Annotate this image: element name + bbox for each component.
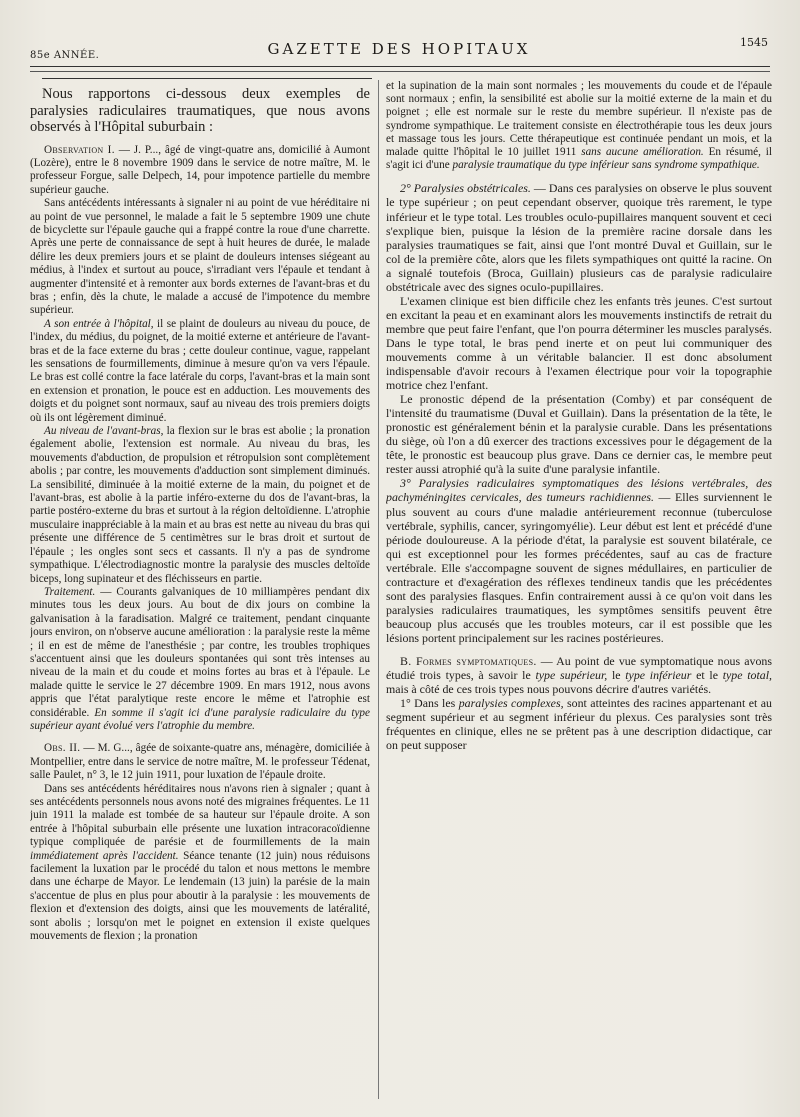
obs2-antecedents-text: Dans ses antécédents héréditaires nous n'avons rien à signaler ; quant à ses antécédents personnels nous avons noté des migraines fréquentes. Le 11 juin 1911 la malade est tombée de sa hauteur sur l'épaule droite. A son entrée à l'hôpital suburbain elle présente une luxation intracoracoïdienne typique compliquée de parésie et de fourmillements de la main <box>30 782 370 849</box>
obs1-paragraph <box>30 144 370 198</box>
obs1-text: — J. P..., âgé de vingt-quatre ans, domicilié à Aumont (Lozère), entre le 8 novembre 1909 dans le service de notre maître, M. le professeur Forgue, salle Delpech, 14, pour impotence partielle du membre supérieur gauche. <box>30 143 370 196</box>
complex-lead: 1° Dans les <box>400 696 456 711</box>
obs2-cont-tail: En résumé, il s'agit ici d'une <box>386 146 772 172</box>
obs2-antecedents <box>30 783 370 944</box>
forms-mid1: le <box>607 668 621 683</box>
obs2-antecedents-tail: Séance tenante (12 juin) nous réduisons facilement la luxation par le procédé du talon et nous mettons le membre dans une écharpe de Mayor. Le lendemain (13 juin) la parésie de la main s'accentue de plus en plus pour aboutir à la paralysie : les mouvements de flexion et d'extension des doigts, ainsi que les mouvements de latéralité, sont abolis ; lorsqu'on met le poignet en extension il existe quelques mouvements de flexion ; la pronation <box>30 849 370 943</box>
obs1-forearm <box>30 425 370 586</box>
symptomatic-text: — Elles surviennent le plus souvent au cours d'une maladie antérieurement reconnue (tuberculose vertébrale, syphilis, cancer, syringomyélie). Leur début est lent et précédé d'une période douloureuse. A la période d'état, la paralysie est souvent bilatérale, ce qui est exceptionnel pour les formes précédentes, sauf au cas de fracture vertébrale. Elle s'accompagne souvent de signes médullaires, en particulier de contracture et d'exagération des réflexes tendineux tandis que les précédentes sont des paralysies flasques. Enfin contrairement aussi à ce qu'on voit dans les paralysies radiculaires traumatiques, les symptômes sensitifs peuvent être beaucoup plus accusés que les troubles moteurs, car il est possible que les lésions portent principalement sur les racines postérieures. <box>386 490 772 645</box>
obstetric-section <box>386 181 772 293</box>
complex-text: sont atteintes des racines appartenant et au segment supérieur et au segment inférieur du plexus. Ces paralysies sont très fréquentes en clinique, elles ne se prêtent pas à une description didactique, car on peut supposer <box>386 696 772 753</box>
obs2-paragraph <box>30 742 370 782</box>
obs1-treatment-text: — Courants galvaniques de 10 milliampères pendant dix minutes tous les deux jours. Au bout de dix jours on combine la galvanisation à la faradisation. Malgré ce traitement, pendant cinquante jours environ, on n'observe aucune amélioration : la paralysie reste la même ; il en est de même de l'anesthésie ; par contre, les troubles trophiques s'accentuent ainsi que les douleurs spontanées qui sont très intenses au niveau de la main et du coude et moins fortes au bras et à l'épaule. Le malade quitte le service le 27 décembre 1909. En mars 1912, nous avons appris que l'état paralytique reste encore le même et l'atrophie est considérable. <box>30 585 370 719</box>
forms-type-superieur: type supérieur, <box>530 668 608 683</box>
obs1-entry-text: il se plaint de douleurs au niveau du pouce, de l'index, du médius, du poignet, de la moitié externe et antérieure de l'avant-bras et de la face externe du bras ; cette douleur continue, vague, rappelant les sensations de fourmillements, diminue à mesure qu'on va vers l'épaule. Le bras est collé contre la face latérale du corps, l'avant-bras et la main sont en extension et pronation, le pouce est en adduction. Les mouvements des doigts et du poignet sont normaux, sauf au niveau des trois premiers doigts où ils ont légèrement diminué. <box>30 317 370 424</box>
obs2-heading: Obs. II. <box>44 742 81 755</box>
obs2-cont-italic2: paralysie traumatique du type inférieur sans syndrome sympathique. <box>449 159 760 172</box>
obs1-treatment <box>30 586 370 733</box>
forms-text: — Au point de vue symptomatique nous avons étudié trois types, à savoir le <box>386 653 772 683</box>
obs2-text: — M. G..., âgée de soixante-quatre ans, ménagère, domiciliée à Montpellier, entre dans le service de notre maître, M. le professeur Tédenat, salle Paulet, n° 3, le 12 juin 1911, pour luxation de l'épaule droite. <box>30 742 370 782</box>
symptomatic-heading: 3° Paralysies radiculaires symptomatiques des lésions vertébrales, des pachyméningites cervicales, des tumeurs rachidiennes. <box>386 476 772 505</box>
right-column <box>386 80 772 1100</box>
obstetric-heading: 2° Paralysies obstétricales. <box>400 181 531 196</box>
forms-section <box>386 654 772 696</box>
obs2-cont-text: et la supination de la main sont normales ; les mouvements du coude et de l'épaule sont normaux ; enfin, la sensibilité est abolie sur la moitié externe de la main et du poignet ; elle est normale sur le reste du membre supérieur. Il n'existe pas de syndrome sympathique. Le traitement consiste en électrothérapie tous les deux jours et massage tous les jours. Cette thérapeutique est continuée pendant un mois, et la malade quitte l'hôpital le 10 juillet 1911 <box>386 80 772 159</box>
issue-label: 85e ANNÉE. <box>30 50 100 61</box>
obs1-forearm-lead: Au niveau de l'avant-bras, <box>44 425 164 438</box>
forms-heading: B. Formes symptomatiques. <box>400 653 537 668</box>
forms-mid2: et le <box>691 668 718 683</box>
forms-type-inferieur: type inférieur <box>620 668 692 683</box>
prognosis-paragraph: Le pronostic dépend de la présentation (Comby) et par conséquent de l'intensité du traumatisme (Duval et Guillain). Dans la présentation de la tête, le pronostic est généralement bénin et la paralysie curable. Dans les présentations du siège, où l'on a dû exercer des tractions excessives pour le dégagement de la tête, le pronostic est beaucoup plus grave. Dans ce dernier cas, le membre peut rester aussi atrophié qu'à la suite d'une paralysie infantile. <box>386 392 772 477</box>
obs1-entry <box>30 318 370 425</box>
obs1-antecedents: Sans antécédents intéressants à signaler ni au point de vue héréditaire ni au point de vue personnel, le malade a fait le 5 septembre 1909 une chute de bicyclette sur l'épaule gauche qui a frappé contre la roue d'une charrette. Après une perte de connaissance de sept à huit heures de durée, le malade délire les deux premiers jours et se plaint de douleurs intenses siégeant au médius, à l'index et surtout au pouce, s'irradiant vers l'épaule et tendant à augmenter d'intensité et à remonter aux bords externes de l'avant-bras et du bras ; enfin, dès la chute, le malade a accusé de l'impotence du membre supérieur. <box>30 197 370 317</box>
forms-type-total: type total, <box>717 668 772 683</box>
obstetric-text: — Dans ces paralysies on observe le plus souvent le type supérieur ; on peut cependant observer, quoique très rarement, le type inférieur et le type total. Les troubles oculo-pupillaires manquent souvent et ceci s'explique bien, puisque la lésion de la première racine dorsale dans les paralysies traumatiques se fait, ainsi que l'ont montré Duval et Guillain, sur le col de la première côte, alors que les filets sympathiques ont quitté la racine. On a signalé toutefois (Broca, Guillain) plusieurs cas de paralysie radiculaire obstétricale avec des signes oculo-pupillaires. <box>386 181 772 294</box>
page-header <box>28 36 770 60</box>
section-rule <box>42 78 372 79</box>
obs1-heading: Observation I. <box>44 143 115 156</box>
obs2-cont-italic: sans aucune amélioration. <box>576 146 704 159</box>
obs2-antecedents-italic: immédiatement après l'accident. <box>30 849 179 862</box>
obs1-summary: En somme il s'agit ici d'une paralysie radiculaire du type supérieur ayant évolué vers l'atrophie du membre. <box>30 706 370 732</box>
obs1-entry-lead: A son entrée à l'hôpital, <box>44 317 154 330</box>
page-number: 1545 <box>740 36 768 49</box>
forms-tail: mais à côté de ces trois types nous pouvons décrire d'autres variétés. <box>386 682 712 697</box>
header-rule-top <box>30 66 770 67</box>
obs1-forearm-text: la flexion sur le bras est abolie ; la pronation également abolie, l'extension est normale. Au niveau du bras, les mouvements d'abduction, de propulsion et rétropulsion sont complètement abolis ; par contre, les mouvements d'adduction sont simplement diminués. La sensibilité, diminuée à la moitié externe de la main, du poignet et de l'avant-bras, est abolie à la partie inféro-externe du dos de l'avant-bras, la partie postéro-externe du bras et surtout à la région deltoïdienne. L'atrophie musculaire inappréciable à la main et au bras est nette au niveau du bras qui présente une différence de 5 centimètres sur le bras droit et surtout de l'épaule ; les ongles sont secs et cassants. Il n'y a pas de syndrome sympathique. L'électrodiagnostic montre la paralysie des muscles deltoïde biceps, long supinateur et des fléchisseurs en partie. <box>30 425 370 585</box>
complex-italic: paralysies complexes, <box>455 696 564 711</box>
complex-paralysis-paragraph <box>386 696 772 752</box>
header-rule-bottom <box>30 71 770 72</box>
column-divider <box>378 80 379 1099</box>
clinical-exam-paragraph: L'examen clinique est bien difficile chez les enfants très jeunes. C'est surtout en excitant la peau et en examinant alors les mouvements instinctifs de retrait du membre que peut faire l'enfant, que l'on pourra déterminer les muscles paralysés. Dans le type total, le bras pend inerte et on peut lui communiquer des mouvements comme à un véritable balancier. Il est donc absolument indispensable d'avoir recours à l'examen électrique pour voir la topographie motrice chez l'enfant. <box>386 293 772 393</box>
obs2-continuation <box>386 80 772 172</box>
obs1-treatment-lead: Traitement. <box>44 585 96 598</box>
left-column <box>30 80 370 1100</box>
symptomatic-section <box>386 476 772 645</box>
journal-title: GAZETTE DES HOPITAUX <box>267 40 531 58</box>
intro-paragraph: Nous rapportons ci-dessous deux exemples de paralysies radiculaires traumatiques, que nous avons observés à l'Hôpital suburbain : <box>30 86 370 135</box>
